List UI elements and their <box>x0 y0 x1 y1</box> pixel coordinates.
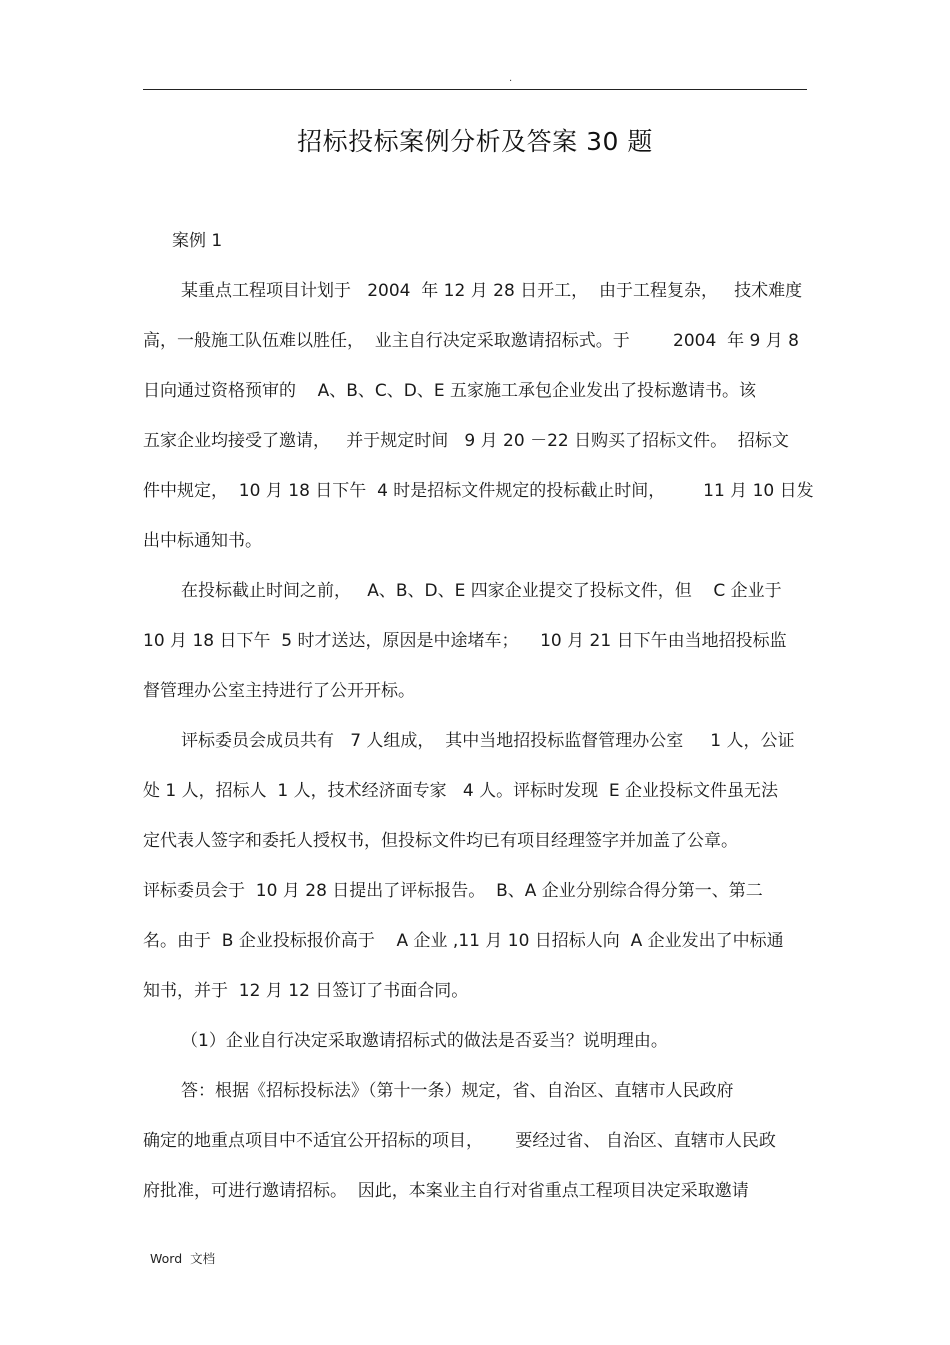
body-line: 知书，并于 12 月 12 日签订了书面合同。 <box>143 981 469 1001</box>
header-mark: . <box>509 73 513 84</box>
document-title: 招标投标案例分析及答案 30 题 <box>297 127 653 156</box>
body-line: 高，一般施工队伍难以胜任， 业主自行决定采取邀请招标式。于 2004 年 9 月 8 <box>143 331 799 351</box>
answer-line: 府批准，可进行邀请招标。 因此，本案业主自行对省重点工程项目决定采取邀请 <box>143 1181 749 1201</box>
answer-line: 答：根据《招标投标法》（第十一条）规定，省、自治区、直辖市人民政府 <box>181 1081 734 1101</box>
body-line: 日向通过资格预审的 A、B、C、D、E 五家施工承包企业发出了投标邀请书。该 <box>143 381 757 401</box>
body-line: 处 1 人，招标人 1 人，技术经济面专家 4 人。评标时发现 E 企业投标文件虽无法 <box>143 781 779 801</box>
body-line: 10 月 18 日下午 5 时才送达，原因是中途堵车； 10 月 21 日下午由当地招投标监 <box>143 631 787 651</box>
case-label: 案例 1 <box>172 231 223 251</box>
body-line: 名。由于 B 企业投标报价高于 A 企业 ,11 月 10 日招标人向 A 企业发出了中标通 <box>143 931 784 951</box>
header-rule <box>143 89 807 90</box>
body-line: 在投标截止时间之前， A、B、D、E 四家企业提交了投标文件，但 C 企业于 <box>181 581 782 601</box>
body-line: 件中规定， 10 月 18 日下午 4 时是招标文件规定的投标截止时间， 11 月 10 日发 <box>143 481 814 501</box>
body-line: 五家企业均接受了邀请， 并于规定时间 9 月 20 －22 日购买了招标文件。 招标文 <box>143 431 789 451</box>
body-line: 评标委员会于 10 月 28 日提出了评标报告。 B、A 企业分别综合得分第一、第二 <box>143 881 763 901</box>
answer-line: 确定的地重点项目中不适宜公开招标的项目， 要经过省、 自治区、直辖市人民政 <box>143 1131 776 1151</box>
question-line: （1）企业自行决定采取邀请招标式的做法是否妥当？说明理由。 <box>181 1031 668 1051</box>
body-line: 某重点工程项目计划于 2004 年 12 月 28 日开工， 由于工程复杂， 技术难度 <box>181 281 803 301</box>
body-line: 评标委员会成员共有 7 人组成， 其中当地招投标监督管理办公室 1 人，公证 <box>181 731 795 751</box>
body-line: 出中标通知书。 <box>143 531 262 551</box>
body-line: 定代表人签字和委托人授权书，但投标文件均已有项目经理签字并加盖了公章。 <box>143 831 738 851</box>
body-line: 督管理办公室主持进行了公开开标。 <box>143 681 415 701</box>
page-footer: Word 文档 <box>150 1251 216 1266</box>
